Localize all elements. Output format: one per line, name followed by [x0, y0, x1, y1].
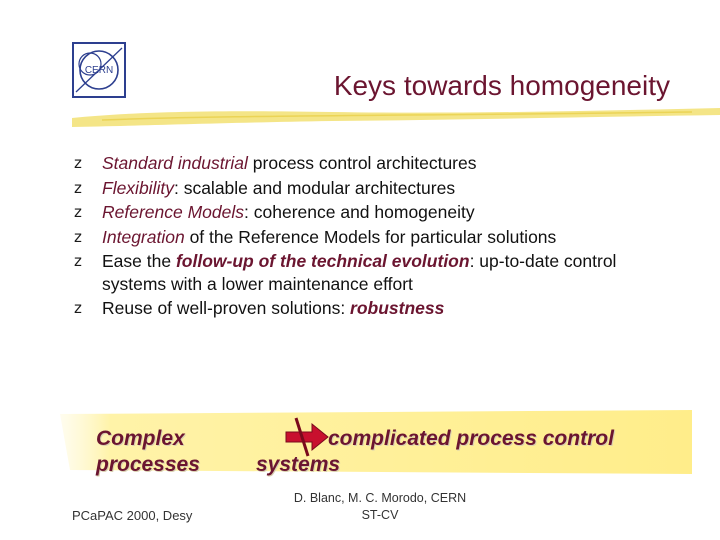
- z-bullet-icon: z: [74, 203, 82, 221]
- complicated-line-1: complicated process control: [328, 427, 614, 450]
- bullet-emphasis: Reference Models: [102, 202, 245, 222]
- cern-logo: [72, 42, 126, 98]
- bullet-emphasis: Standard industrial: [102, 153, 248, 173]
- z-bullet-icon: z: [74, 178, 82, 197]
- footer-authors-line-1: D. Blanc, M. C. Morodo, CERN: [293, 491, 467, 505]
- bullet-emphasis: follow-up of the technical evolution: [175, 251, 470, 271]
- complex-line-1: Complex: [96, 427, 185, 450]
- footer-event: PCaPAC 2000, Desy: [72, 508, 193, 523]
- z-bullet-icon: z: [74, 299, 82, 317]
- not-implies-arrow-icon: [284, 416, 330, 458]
- z-bullet-icon: z: [74, 252, 82, 270]
- footer-authors-line-2: ST-CV: [361, 508, 399, 522]
- bullet-item: [74, 226, 674, 249]
- title-underline: [72, 104, 720, 130]
- bullet-text: : coherence and homogeneity: [244, 202, 475, 222]
- complex-processes-text: [96, 426, 200, 478]
- bullet-text: : up-to-date control systems with a lower maintenance effort: [102, 251, 617, 294]
- bullet-prefix: Reuse of well-proven solutions:: [102, 298, 351, 318]
- bullet-item: [74, 152, 674, 175]
- bullet-prefix: Ease the: [102, 251, 176, 271]
- z-bullet-icon: z: [74, 154, 82, 172]
- slide-title: Keys towards homogeneity: [333, 70, 670, 101]
- bullet-text: : scalable and modular architectures: [173, 177, 456, 198]
- z-bullet-icon: z: [74, 227, 82, 246]
- bullet-text: of the Reference Models for particular solutions: [184, 226, 557, 247]
- bullet-emphasis: Integration: [102, 226, 185, 247]
- bullet-item: [74, 201, 674, 224]
- cern-logo-text: CERN: [84, 65, 114, 76]
- footer-authors: [270, 490, 490, 524]
- bullet-text: process control architectures: [247, 153, 477, 173]
- bullet-emphasis: Flexibility: [102, 177, 174, 198]
- bullet-emphasis: robustness: [350, 298, 445, 318]
- bullet-list: [74, 152, 674, 322]
- complicated-line-2: systems: [256, 453, 341, 476]
- bullet-item: [74, 297, 674, 320]
- bullet-item: [74, 250, 674, 295]
- bullet-item: [74, 177, 674, 200]
- complex-line-2: processes: [96, 453, 200, 476]
